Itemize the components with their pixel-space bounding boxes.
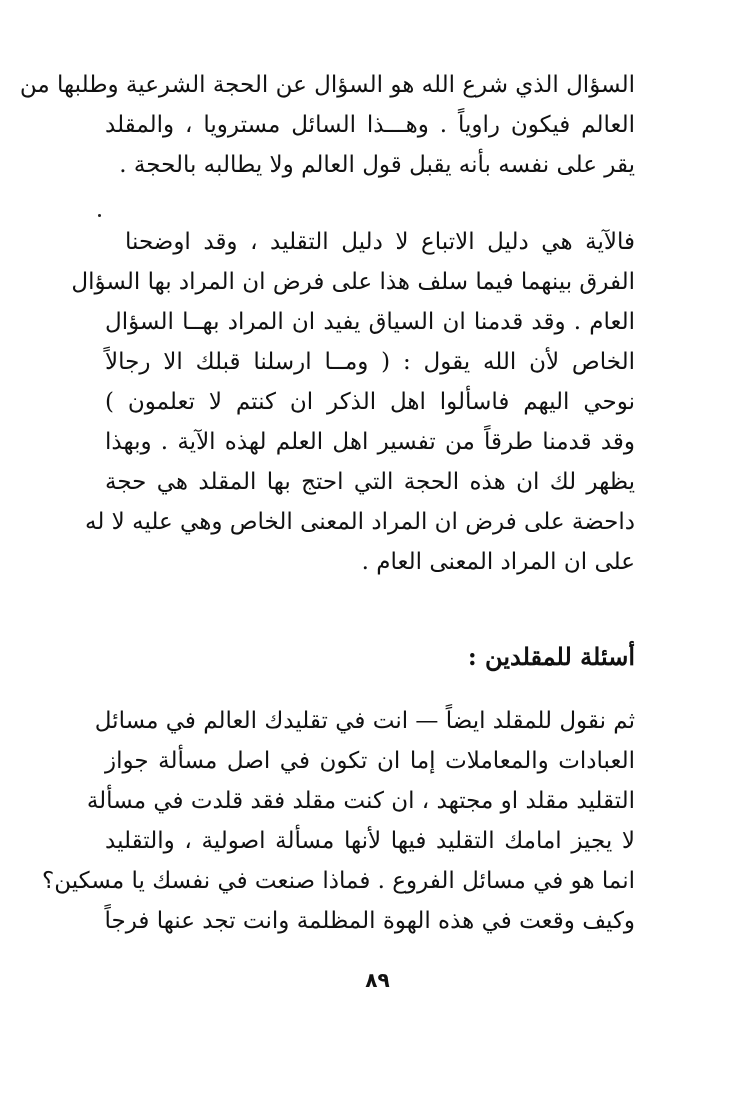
text-line: على ان المراد المعنى العام .: [361, 549, 635, 575]
text-line: وقد قدمنا طرقاً من تفسير اهل العلم لهذه الآية . وبهذا: [105, 429, 635, 455]
text-line: فالآية هي دليل الاتباع لا دليل التقليد ، وقد اوضحنا: [125, 229, 635, 255]
text-line: داحضة على فرض ان المراد المعنى الخاص وهي عليه لا له: [85, 509, 635, 535]
text-line: انما هو في مسائل الفروع . فماذا صنعت في نفسك يا مسكين؟: [41, 868, 635, 894]
text-line: وكيف وقعت في هذه الهوة المظلمة وانت تجد عنها فرجاً: [104, 908, 635, 934]
text-line: ثم نقول للمقلد ايضاً — انت في تقليدك العالم في مسائل: [94, 708, 635, 734]
text-line: يقر على نفسه بأنه يقبل قول العالم ولا يطالبه بالحجة .: [119, 152, 635, 178]
text-line: يظهر لك ان هذه الحجة التي احتج بها المقلد هي حجة: [105, 469, 635, 495]
text-line: نوحي اليهم فاسألوا اهل الذكر ان كنتم لا تعلمون ): [105, 389, 635, 415]
text-line: العبادات والمعاملات إما ان تكون في اصل مسألة جواز: [105, 748, 635, 774]
text-line: التقليد مقلد او مجتهد ، ان كنت مقلد فقد قلدت في مسألة: [86, 788, 635, 814]
text-line: الفرق بينهما فيما سلف هذا على فرض ان المراد بها السؤال: [71, 269, 635, 295]
stray-ink-dot: [98, 214, 101, 217]
section-heading: أسئلة للمقلدين :: [467, 642, 635, 671]
text-line: العالم فيكون راوياً . وهـــذا السائل مسترويا ، والمقلد: [105, 112, 635, 138]
page-number: ٨٩: [365, 968, 390, 992]
text-line: لا يجيز امامك التقليد فيها لأنها مسألة اصولية ، والتقليد: [105, 828, 635, 854]
text-line: الخاص لأن الله يقول : ( ومــا ارسلنا قبلك الا رجالاً: [105, 349, 635, 375]
text-line: العام . وقد قدمنا ان السياق يفيد ان المراد بهــا السؤال: [105, 309, 635, 335]
text-line: السؤال الذي شرع الله هو السؤال عن الحجة الشرعية وطلبها من: [19, 72, 635, 98]
